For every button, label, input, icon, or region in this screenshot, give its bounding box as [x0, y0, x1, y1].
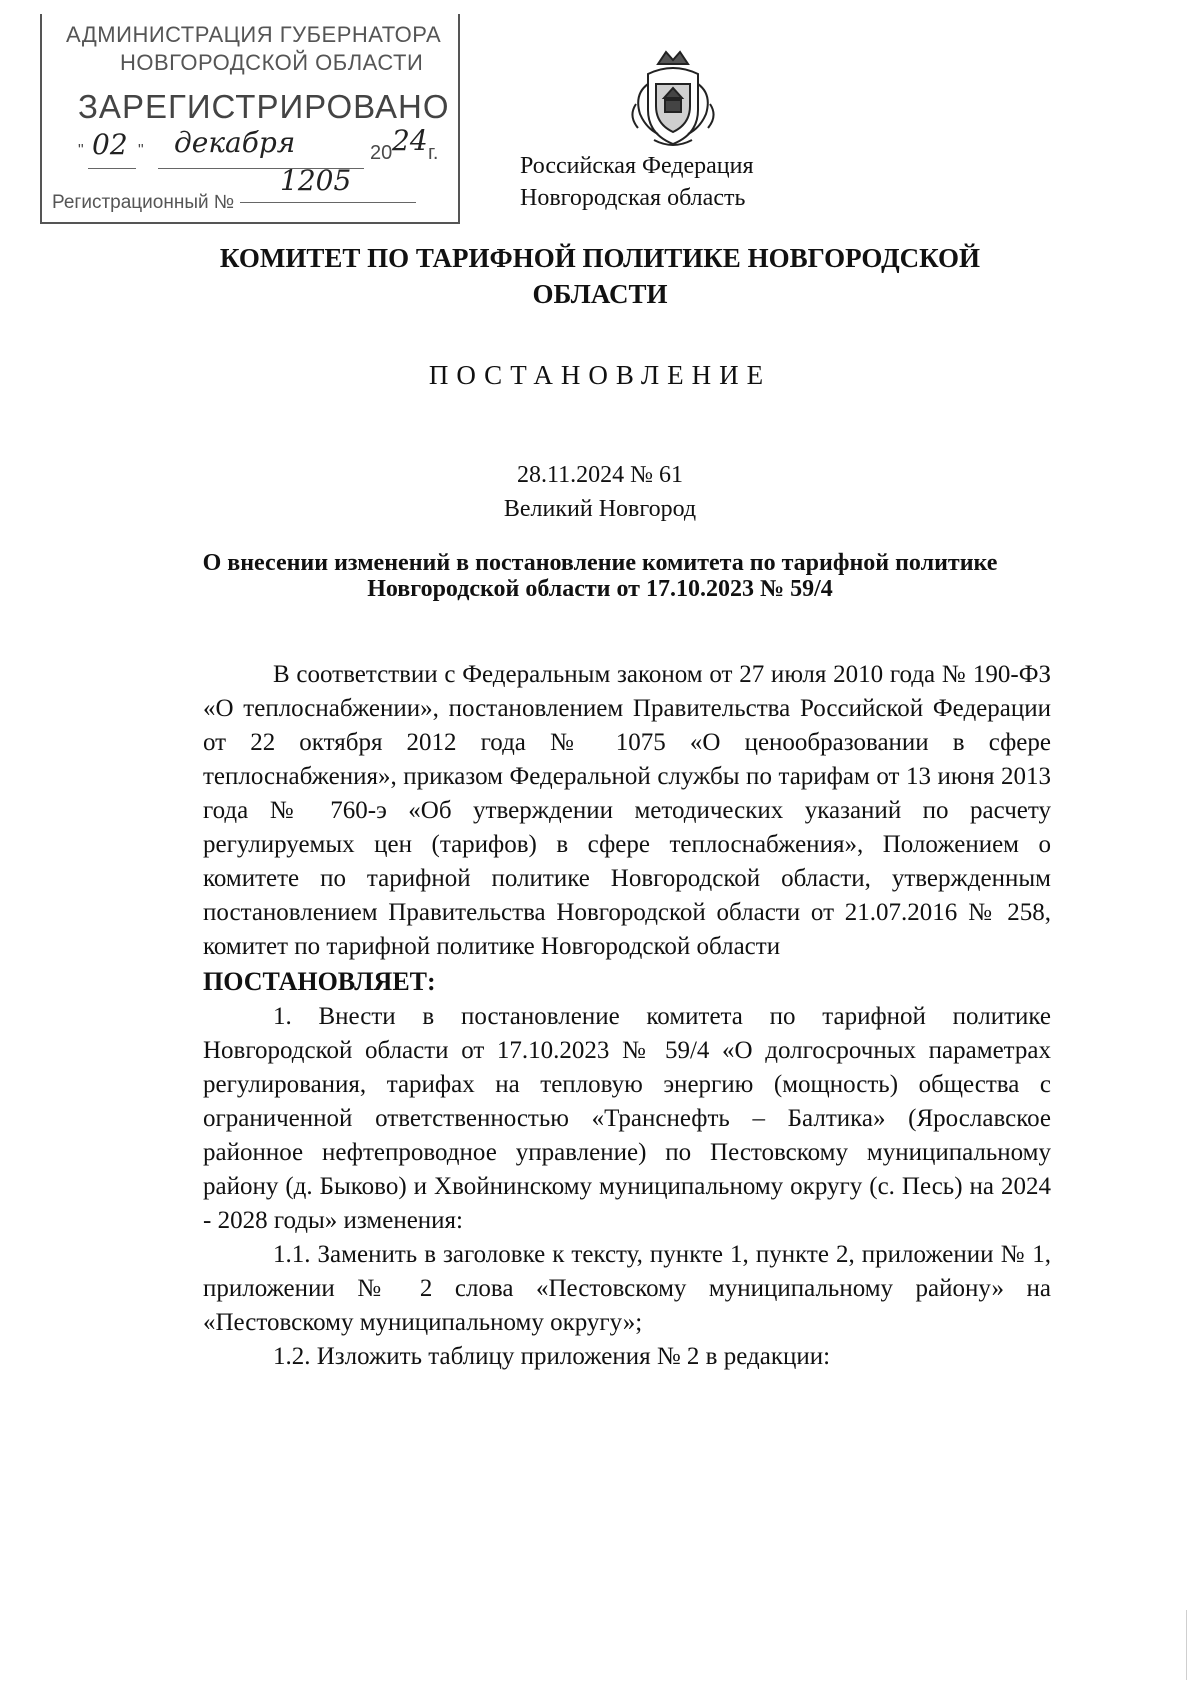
document-city: Великий Новгород [503, 496, 697, 522]
stamp-reg-number: 1205 [280, 164, 352, 197]
subject-line1: О внесении изменений в постановление комитета по тарифной политике [202, 550, 998, 576]
region-name: Новгородская область [520, 185, 746, 211]
stamp-day-underline [88, 168, 136, 169]
scan-artifact-line [1186, 1610, 1187, 1680]
coat-of-arms-icon [618, 44, 728, 154]
stamp-org-line2: НОВГОРОДСКОЙ ОБЛАСТИ [120, 50, 424, 75]
stamp-reg-number-underline [240, 202, 416, 203]
country-name: Российская Федерация [520, 153, 754, 179]
document-body [203, 658, 1051, 1374]
stamp-quote-open: " [78, 142, 84, 159]
document-subject [160, 550, 1040, 602]
item-1-1-paragraph: 1.1. Заменить в заголовке к тексту, пункте 1, пункте 2, приложении № 1, приложении № 2 слова «Пестовскому муниципальному району» на «Пестовскому муниципальному округу»; [203, 1241, 1051, 1336]
stamp-day: 02 [92, 128, 128, 161]
stamp-quote-close: " [138, 142, 144, 159]
region-header [520, 150, 754, 214]
stamp-org-line1: АДМИНИСТРАЦИЯ ГУБЕРНАТОРА [66, 22, 442, 47]
document-date-number: 28.11.2024 № 61 [516, 462, 683, 488]
item-1-paragraph: 1. Внести в постановление комитета по тарифной политике Новгородской области от 17.10.2023 № 59/4 «О долгосрочных параметрах регулирования, тарифах на тепловую энергию (мощность) общества с ограниченной ответственностью «Транснефть – Балтика» (Ярославское районное нефтепроводное управление) по Пестовскому муниципальному району (д. Быково) и Хвойнинскому муниципальному округу (с. Песь) на 2024 - 2028 годы» изменения: [203, 1003, 1051, 1234]
stamp-year-prefix: 20 [370, 142, 393, 164]
stamp-reg-number-label: Регистрационный № [52, 192, 235, 213]
document-type: ПОСТАНОВЛЕНИЕ [428, 360, 772, 390]
stamp-border-left [40, 14, 42, 224]
stamp-year-suffix: 24 [392, 124, 428, 157]
subject-line2: Новгородской области от 17.10.2023 № 59/4 [367, 576, 833, 602]
stamp-year-mark: г. [428, 142, 439, 164]
stamp-date-row [78, 124, 448, 174]
stamp-registered-label: ЗАРЕГИСТРИРОВАНО [78, 88, 450, 125]
preamble-paragraph: В соответствии с Федеральным законом от 27 июля 2010 года № 190-ФЗ «О теплоснабжении», постановлением Правительства Российской Федерации от 22 октября 2012 года № 1075 «О ценообразовании в сфере теплоснабжения», приказом Федеральной службы по тарифам от 13 июня 2013 года № 760-э «Об утверждении методических указаний по расчету регулируемых цен (тарифов) в сфере теплоснабжения», Положением о комитете по тарифной политике Новгородской области, утвержденным постановлением Правительства Новгородской области от 21.07.2016 № 258, комитет по тарифной политике Новгородской области [203, 661, 1051, 960]
date-and-number [150, 458, 1050, 526]
stamp-border-right [458, 14, 460, 224]
registration-stamp [40, 14, 460, 224]
stamp-border-bottom [40, 222, 460, 224]
decree-heading: ПОСТАНОВЛЯЕТ: [203, 967, 436, 996]
item-1-2-paragraph: 1.2. Изложить таблицу приложения № 2 в редакции: [273, 1343, 831, 1370]
committee-title: КОМИТЕТ ПО ТАРИФНОЙ ПОЛИТИКЕ НОВГОРОДСКОЙ ОБЛАСТИ [219, 243, 981, 309]
stamp-month: декабря [174, 126, 296, 159]
